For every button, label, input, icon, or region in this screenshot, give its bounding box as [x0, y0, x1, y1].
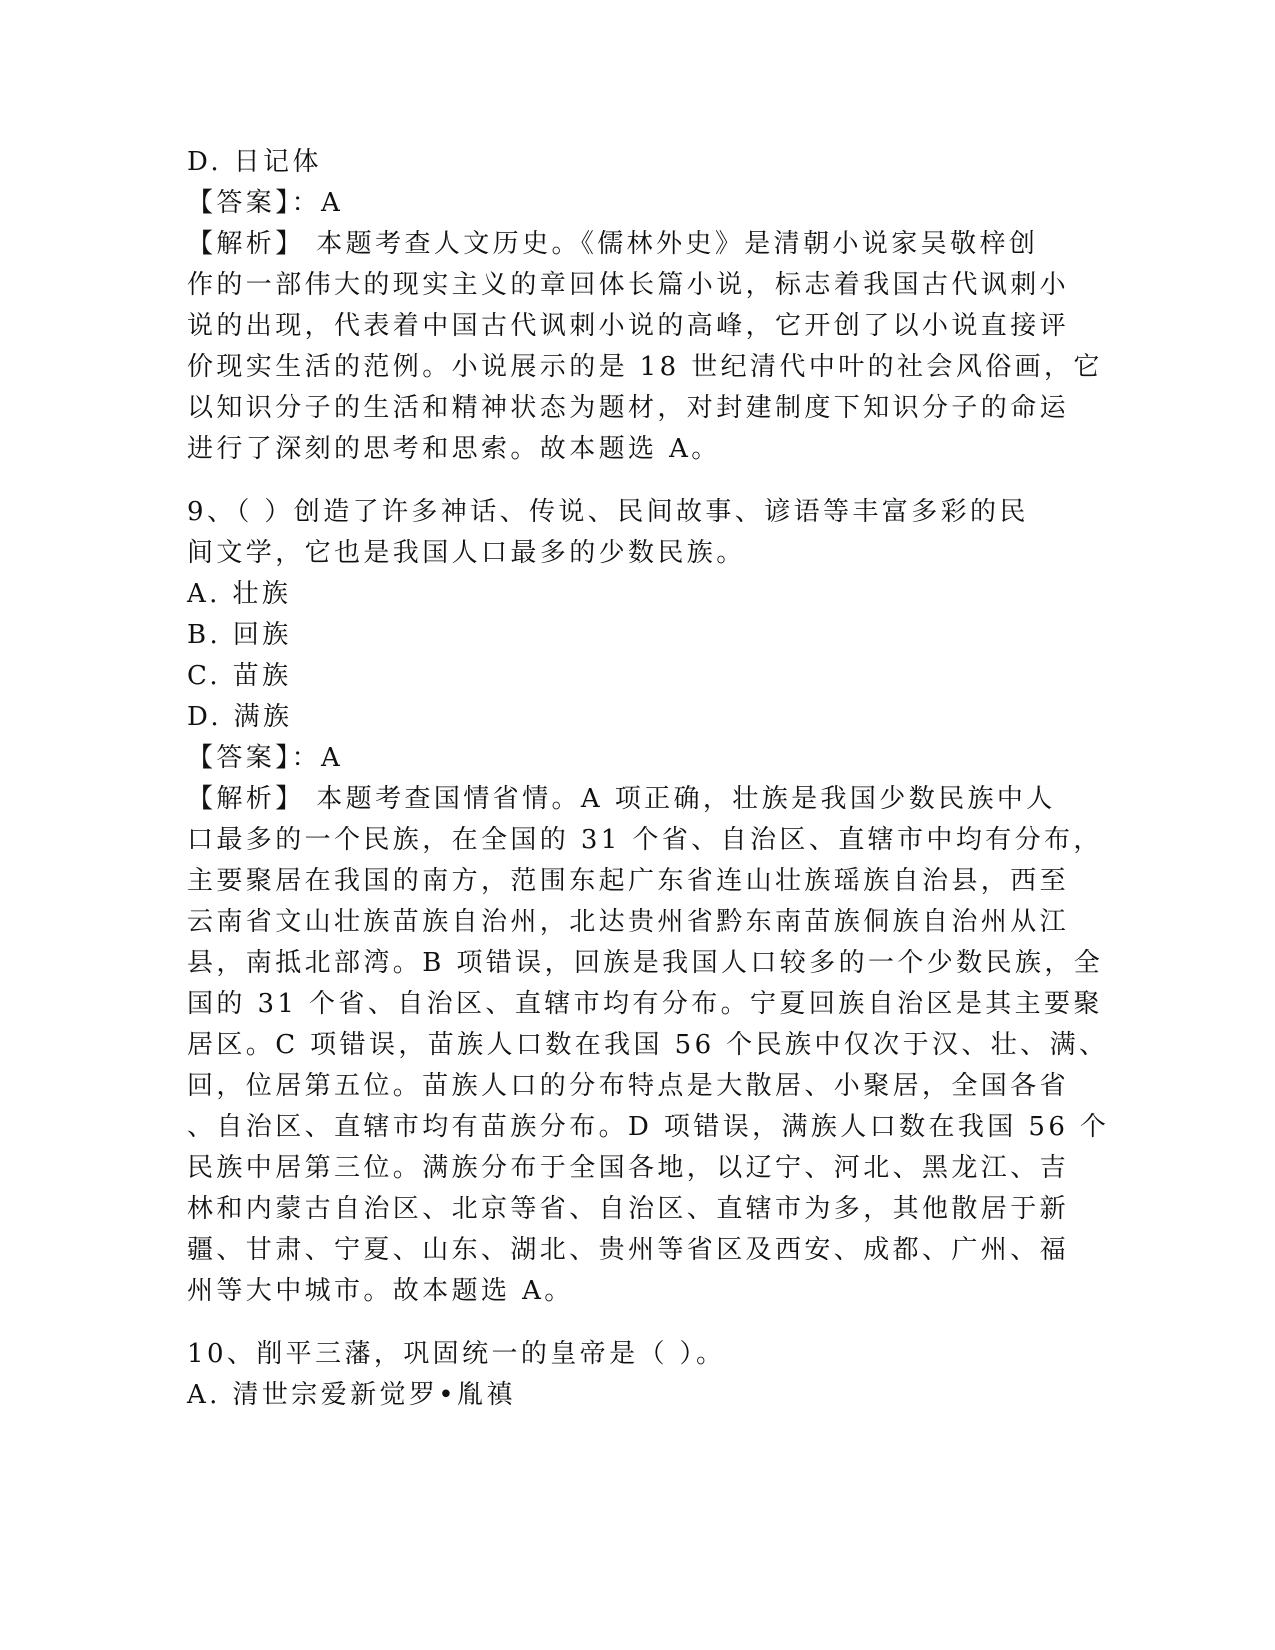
q9-analysis-line: 【解析】 本题考查国情省情。A 项正确，壮族是我国少数民族中人 — [187, 784, 1056, 814]
q9-analysis-line: 口最多的一个民族，在全国的 31 个省、自治区、直辖市中均有分布， — [187, 825, 1103, 855]
q9-option-c: C. 苗族 — [187, 661, 292, 691]
q9-analysis-line: 云南省文山壮族苗族自治州，北达贵州省黔东南苗族侗族自治州从江 — [187, 907, 1070, 937]
q9-analysis-line: 回，位居第五位。苗族人口的分布特点是大散居、小聚居，全国各省 — [187, 1071, 1070, 1101]
q8-analysis-line: 价现实生活的范例。小说展示的是 18 世纪清代中叶的社会风俗画，它 — [187, 352, 1103, 382]
q9-analysis-line: 林和内蒙古自治区、北京等省、自治区、直辖市为多，其他散居于新 — [187, 1194, 1070, 1224]
q8-analysis-line: 以知识分子的生活和精神状态为题材，对封建制度下知识分子的命运 — [187, 393, 1070, 423]
q9-analysis-line: 州等大中城市。故本题选 A。 — [187, 1276, 574, 1306]
q9-option-a: A. 壮族 — [187, 579, 292, 609]
q9-question-line: 间文学，它也是我国人口最多的少数民族。 — [187, 538, 746, 568]
q10-option-a: A. 清世宗爱新觉罗•胤禛 — [187, 1380, 516, 1410]
q9-analysis-line: 县，南抵北部湾。B 项错误，回族是我国人口较多的一个少数民族，全 — [187, 948, 1104, 978]
q9-analysis-line: 主要聚居在我国的南方，范围东起广东省连山壮族瑶族自治县，西至 — [187, 866, 1070, 896]
q9-question-line: 9、（ ）创造了许多神话、传说、民间故事、谚语等丰富多彩的民 — [187, 497, 1029, 527]
q10-question: 10、削平三藩，巩固统一的皇帝是（ ）。 — [187, 1339, 726, 1369]
q8-analysis-line: 作的一部伟大的现实主义的章回体长篇小说，标志着我国古代讽刺小 — [187, 270, 1070, 300]
q9-answer: 【答案】：A — [187, 743, 344, 773]
q9-option-d: D. 满族 — [187, 702, 293, 732]
q8-analysis-line: 进行了深刻的思考和思索。故本题选 A。 — [187, 434, 721, 464]
q9-analysis-line: 、自治区、直辖市均有苗族分布。D 项错误，满族人口数在我国 56 个 — [187, 1112, 1110, 1142]
q8-answer: 【答案】：A — [187, 188, 344, 218]
q8-option-d: D. 日记体 — [187, 147, 322, 177]
q9-option-b: B. 回族 — [187, 620, 292, 650]
q8-analysis-line: 说的出现，代表着中国古代讽刺小说的高峰，它开创了以小说直接评 — [187, 311, 1070, 341]
q9-analysis-line: 疆、甘肃、宁夏、山东、湖北、贵州等省区及西安、成都、广州、福 — [187, 1235, 1070, 1265]
q9-analysis-line: 国的 31 个省、自治区、直辖市均有分布。宁夏回族自治区是其主要聚 — [187, 989, 1103, 1019]
q9-analysis-line: 民族中居第三位。满族分布于全国各地，以辽宁、河北、黑龙江、吉 — [187, 1153, 1070, 1183]
q8-analysis-line: 【解析】 本题考查人文历史。《儒林外史》是清朝小说家吴敬梓创 — [187, 229, 1039, 259]
q9-analysis-line: 居区。C 项错误，苗族人口数在我国 56 个民族中仅次于汉、壮、满、 — [187, 1030, 1109, 1060]
